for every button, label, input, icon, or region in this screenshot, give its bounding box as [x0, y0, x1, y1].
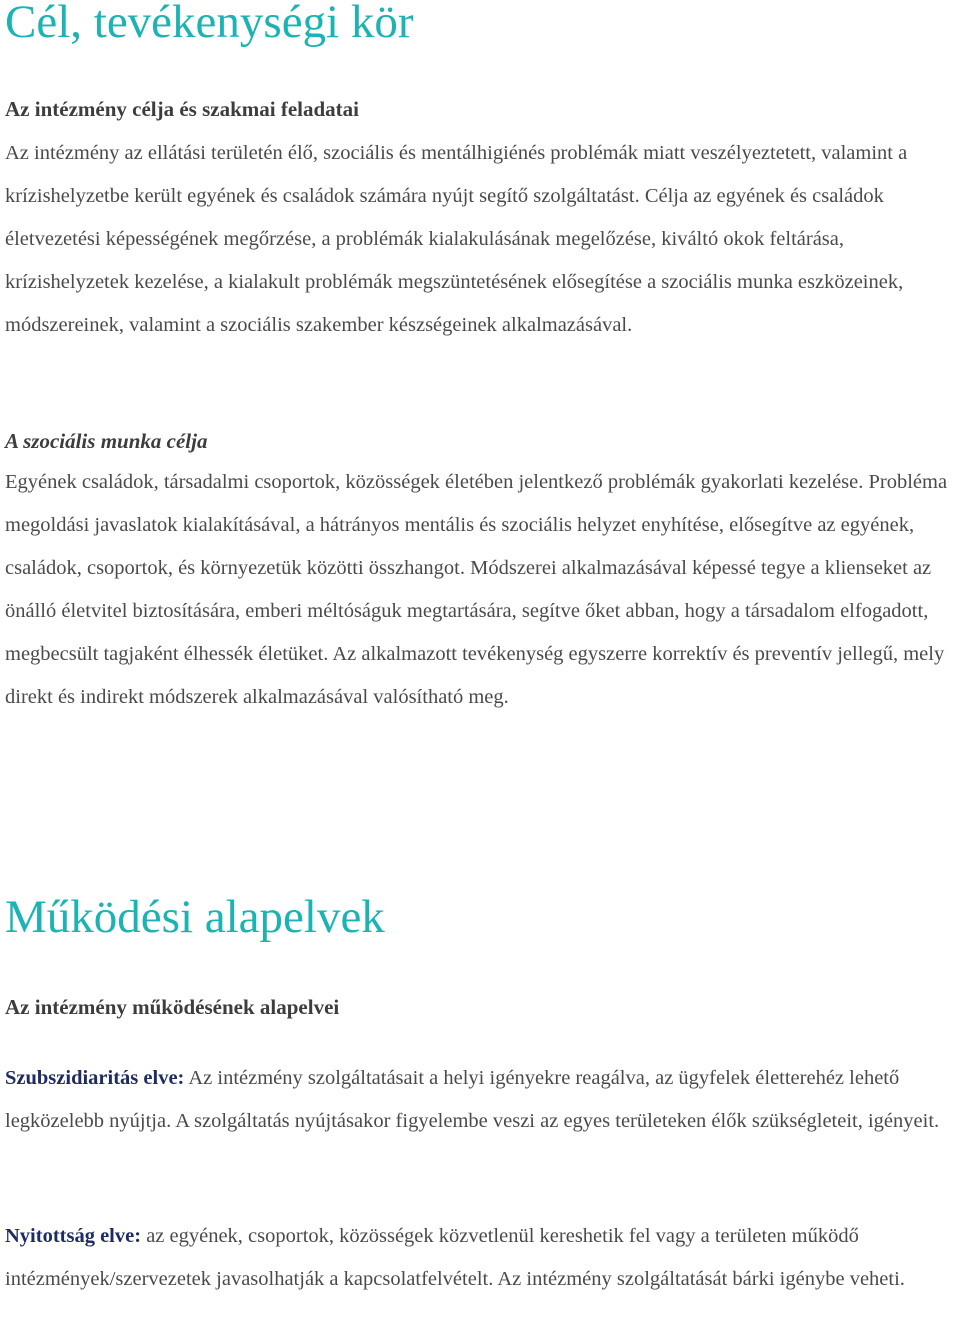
principle-szubszidiaritas	[5, 1057, 960, 1143]
subheading-mukodes-alapelvei: Az intézmény működésének alapelvei	[5, 995, 340, 1019]
subheading-szocialis-munka-celja: A szociális munka célja	[5, 429, 208, 453]
principle-label: Szubszidiaritás elve:	[5, 1067, 185, 1089]
section-title-mukodesi-alapelvek: Működési alapelvek	[5, 891, 385, 943]
principle-nyitottsag	[5, 1215, 960, 1301]
paragraph-intezmeny-celja: Az intézmény az ellátási területén élő, szociális és mentálhigiénés problémák miatt veszélyeztetett, valamint a krízishelyzetbe került egyének és családok számára nyújt segítő szolgáltatást. Célja az egyének és családok életvezetési képességének megőrzése, a problémák kialakulásának megelőzése, kiváltó okok feltárása, krízishelyzetek kezelése, a kialakult problémák megszüntetésének elősegítése a szociális munka eszközeinek, módszereinek, valamint a szociális szakember készségeinek alkalmazásával.	[5, 142, 908, 336]
principle-text: az egyének, csoportok, közösségek közvetlenül kereshetik fel vagy a területen működő intézmények/szervezetek javasolhatják a kapcsolatfelvételt. Az intézmény szolgáltatását bárki igénybe veheti.	[5, 1225, 905, 1290]
principle-label: Nyitottság elve:	[5, 1225, 142, 1247]
principle-text: Az intézmény szolgáltatásait a helyi igényekre reagálva, az ügyfelek életterehéz lehető legközelebb nyújtja. A szolgáltatás nyújtásakor figyelembe veszi az egyes területeken élők szükségleteit, igényeit.	[5, 1067, 940, 1132]
section-title-cel: Cél, tevékenységi kör	[5, 0, 414, 48]
paragraph-szocialis-munka-celja: Egyének családok, társadalmi csoportok, közösségek életében jelentkező problémák gyakorlati kezelése. Probléma megoldási javaslatok kialakításával, a hátrányos mentális és szociális helyzet enyhítése, elősegítve az egyének, családok, csoportok, és környezetük közötti összhangot. Módszerei alkalmazásával képessé tegye a klienseket az önálló életvitel biztosítására, emberi méltóságuk megtartására, segítve őket abban, hogy a társadalom elfogadott, megbecsült tagjaként élhessék életüket. Az alkalmazott tevékenység egyszerre korrektív és preventív jellegű, mely direkt és indirekt módszerek alkalmazásával valósítható meg.	[5, 471, 948, 708]
subheading-intezmeny-celja: Az intézmény célja és szakmai feladatai	[5, 97, 359, 121]
